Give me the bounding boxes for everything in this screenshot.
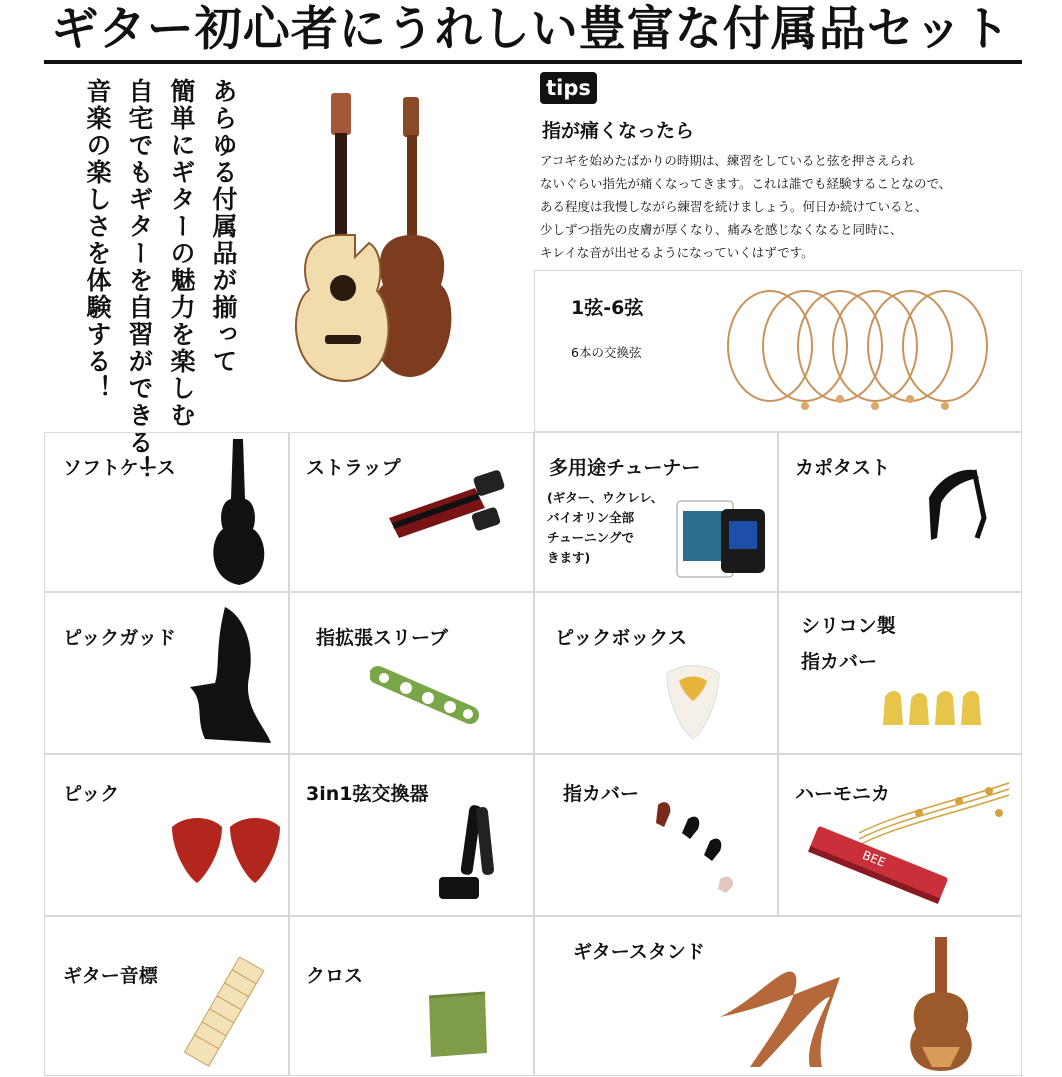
tips-line: キレイな音が出せるようになっていくはずです。 xyxy=(540,245,814,260)
harmonica-label: ハーモニカ xyxy=(795,783,891,805)
cell-soft-case xyxy=(44,432,289,592)
tuner-note-1: (ギター、ウクレレ、 xyxy=(547,490,664,505)
pick-box-icon xyxy=(663,663,723,743)
tuner-label: 多用途チューナー xyxy=(549,457,701,479)
finger-cover-icon xyxy=(650,799,750,899)
guitar-stand-label: ギタースタンド xyxy=(573,941,705,963)
harmonica-brand: BEE xyxy=(860,847,888,870)
silicone-cover-label-1: シリコン製 xyxy=(801,615,896,637)
pickguard-label: ピックガッド xyxy=(63,627,176,649)
tuner-note-2: バイオリン全部 xyxy=(547,510,635,525)
tips-line: ある程度は我慢しながら練習を続けましょう。何日か続けていると、 xyxy=(540,199,928,214)
strap-label: ストラップ xyxy=(306,457,401,479)
string-tool-icon xyxy=(435,805,505,905)
cell-fretboard-chart xyxy=(44,916,289,1076)
cell-guitar-stand xyxy=(534,916,1022,1076)
title-underline xyxy=(44,60,1022,64)
tips-line: ないぐらい指先が痛くなってきます。これは誰でも経験することなので、 xyxy=(540,176,952,191)
capo-label: カポタスト xyxy=(795,457,891,479)
cell-strap xyxy=(289,432,534,592)
cell-harmonica xyxy=(778,754,1022,916)
guitar-stand-icon xyxy=(710,937,990,1073)
strings-sub: 6本の交換弦 xyxy=(571,345,642,360)
strap-icon xyxy=(385,468,515,548)
capo-icon xyxy=(919,458,999,558)
intro-line-2: 簡単にギターの魅力を楽しむ xyxy=(167,78,196,429)
guitar-image xyxy=(285,85,485,385)
finger-cover-label: 指カバー xyxy=(563,783,640,805)
strings-icon xyxy=(720,281,1010,421)
strings-box xyxy=(534,270,1022,432)
intro-line-3: 自宅でもギターを自習ができる！ xyxy=(125,78,154,483)
tips-body xyxy=(540,149,1030,264)
pick-box-label: ピックボックス xyxy=(555,627,688,649)
page-title: ギター初心者にうれしい豊富な付属品セット xyxy=(51,2,1011,57)
cell-pickguard xyxy=(44,592,289,754)
cloth-label: クロス xyxy=(306,965,364,987)
cell-finger-sleeve xyxy=(289,592,534,754)
pick-label: ピック xyxy=(63,783,120,805)
tips-line: アコギを始めたばかりの時期は、練習をしていると弦を押さえられ xyxy=(540,153,915,168)
soft-case-icon xyxy=(205,439,271,587)
strings-label: 1弦-6弦 xyxy=(571,297,644,319)
cell-string-tool xyxy=(289,754,534,916)
tuner-note-4: きます) xyxy=(547,550,591,565)
cell-pick-box xyxy=(534,592,778,754)
cell-pick xyxy=(44,754,289,916)
finger-sleeve-icon xyxy=(370,663,480,733)
finger-sleeve-label: 指拡張スリーブ xyxy=(316,627,449,649)
tips-badge: tips xyxy=(540,72,597,104)
tips-line: 少しずつ指先の皮膚が厚くなり、痛みを感じなくなると同時に、 xyxy=(540,222,903,237)
tuner-icon xyxy=(673,491,773,581)
cell-tuner xyxy=(534,432,778,592)
cell-capo xyxy=(778,432,1022,592)
cell-silicone-cover xyxy=(778,592,1022,754)
guitar-front-icon xyxy=(296,93,389,381)
cloth-icon xyxy=(425,991,491,1061)
cell-cloth xyxy=(289,916,534,1076)
harmonica-icon xyxy=(799,773,1019,913)
pickguard-icon xyxy=(185,607,275,747)
string-tool-label: 3in1弦交換器 xyxy=(306,783,429,805)
fretboard-chart-label: ギター音標 xyxy=(63,965,158,987)
pick-icon xyxy=(170,817,285,887)
soft-case-label: ソフトケース xyxy=(63,457,176,479)
cell-finger-cover xyxy=(534,754,778,916)
intro-line-4: 音楽の楽しさを体験する！ xyxy=(83,78,112,402)
intro-line-1: あらゆる付属品が揃って xyxy=(209,78,238,375)
tuner-note-3: チューニングで xyxy=(547,530,634,545)
fretboard-chart-icon xyxy=(180,957,270,1067)
silicone-cover-icon xyxy=(879,689,989,729)
tips-heading: 指が痛くなったら xyxy=(542,120,695,142)
silicone-cover-label-2: 指カバー xyxy=(801,651,878,673)
